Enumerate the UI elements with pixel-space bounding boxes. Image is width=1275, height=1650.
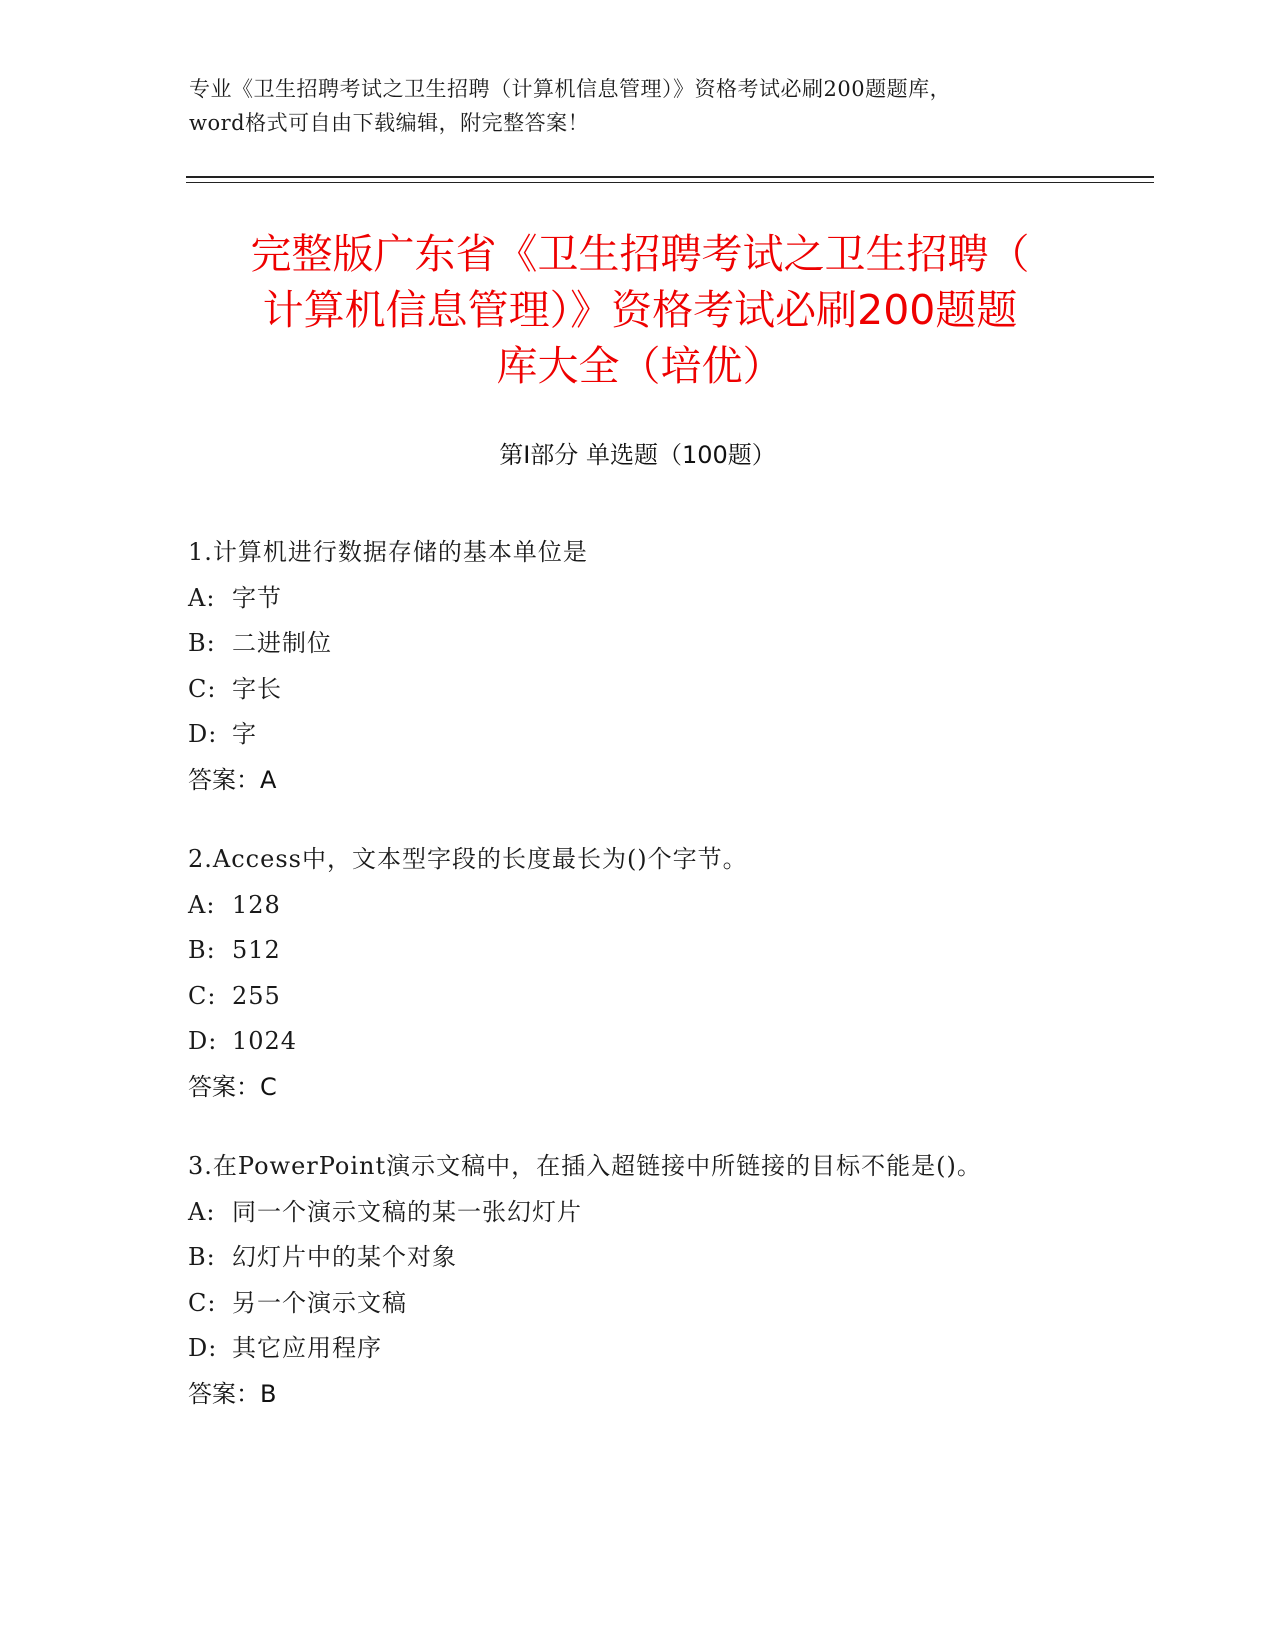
option-b [188, 928, 1088, 974]
question-2 [188, 837, 1088, 1110]
question-3 [188, 1144, 1088, 1417]
option-a [188, 576, 1088, 622]
answer: 答案：B [188, 1379, 277, 1408]
option-key: C: [188, 1288, 217, 1317]
option-key: D: [188, 1027, 218, 1055]
question-stem: 2.Access中，文本型字段的长度最长为()个字节。 [188, 845, 748, 873]
document-title-line-1: 完整版广东省《卫生招聘考试之卫生招聘（ [250, 230, 1030, 278]
option-d [188, 1019, 1088, 1065]
document-title-line-3: 库大全（培优） [496, 342, 784, 390]
document-title [190, 226, 1090, 394]
section-heading: 第Ⅰ部分 单选题（100题） [499, 441, 776, 469]
option-text: 255 [232, 981, 281, 1010]
option-text: 128 [232, 890, 281, 919]
option-c [188, 1281, 1088, 1327]
option-text: 字长 [232, 674, 282, 703]
option-c [188, 974, 1088, 1020]
header-note-line-2: word格式可自由下载编辑，附完整答案！ [189, 111, 590, 135]
question-stem: 1.计算机进行数据存储的基本单位是 [188, 538, 588, 566]
header-divider-thick [186, 176, 1154, 178]
option-a [188, 1190, 1088, 1236]
option-b [188, 621, 1088, 667]
option-text: 512 [232, 936, 281, 964]
option-text: 同一个演示文稿的某一张幻灯片 [232, 1197, 582, 1226]
option-text: 另一个演示文稿 [232, 1288, 407, 1317]
option-a [188, 883, 1088, 929]
question-list [188, 530, 1088, 1451]
question-stem: 3.在PowerPoint演示文稿中，在插入超链接中所链接的目标不能是()。 [188, 1152, 982, 1180]
option-text: 字节 [232, 583, 282, 612]
option-text: 1024 [232, 1027, 298, 1055]
answer: 答案：C [188, 1072, 277, 1101]
option-key: A: [188, 583, 216, 612]
header-note-line-1: 专业《卫生招聘考试之卫生招聘（计算机信息管理）》资格考试必刷200题题库， [189, 77, 952, 101]
option-key: D: [188, 720, 218, 748]
question-1 [188, 530, 1088, 803]
option-text: 二进制位 [232, 629, 332, 657]
answer: 答案：A [188, 765, 277, 794]
option-key: D: [188, 1334, 218, 1362]
option-d [188, 1326, 1088, 1372]
option-key: C: [188, 674, 217, 703]
document-title-line-2: 计算机信息管理）》资格考试必刷200题题 [262, 286, 1018, 334]
option-text: 字 [232, 720, 257, 748]
option-key: A: [188, 890, 216, 919]
option-text: 其它应用程序 [232, 1334, 382, 1362]
option-key: B: [188, 629, 216, 657]
option-key: B: [188, 1243, 216, 1271]
option-key: B: [188, 936, 216, 964]
option-key: C: [188, 981, 217, 1010]
option-b [188, 1235, 1088, 1281]
option-text: 幻灯片中的某个对象 [232, 1243, 457, 1271]
option-d [188, 712, 1088, 758]
header-note [189, 72, 1089, 140]
header-divider-thin [186, 182, 1154, 183]
option-key: A: [188, 1197, 216, 1226]
option-c [188, 667, 1088, 713]
